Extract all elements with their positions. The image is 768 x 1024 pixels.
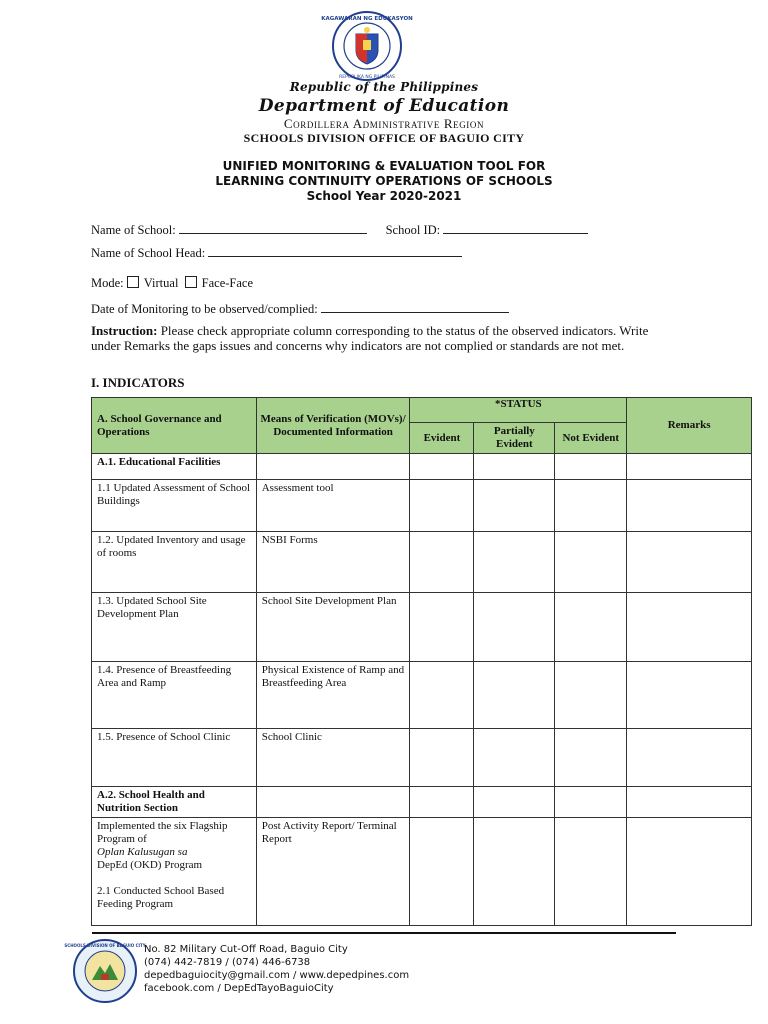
division-seal-text: SCHOOLS DIVISION OF BAGUIO CITY	[64, 943, 146, 948]
table-row	[92, 532, 752, 593]
evident-cell[interactable]	[410, 818, 474, 926]
header-governance: A. School Governance and Operations	[92, 398, 257, 454]
division-heading: SCHOOLS DIVISION OFFICE OF BAGUIO CITY	[243, 131, 525, 145]
mode-row	[91, 276, 253, 291]
indicator-cell: 1.2. Updated Inventory and usage of rooms	[92, 532, 257, 593]
not-evident-cell[interactable]	[555, 818, 627, 926]
mov-cell: Assessment tool	[256, 480, 410, 532]
evident-cell[interactable]	[410, 729, 474, 787]
form-title-line-2: LEARNING CONTINUITY OPERATIONS OF SCHOOLS	[215, 174, 553, 188]
not-evident-cell[interactable]	[555, 729, 627, 787]
virtual-checkbox[interactable]	[127, 276, 139, 288]
okd-program-text: Implemented the six Flagship Program of	[97, 820, 228, 845]
header-remarks: Remarks	[627, 398, 752, 454]
form-title-line-1: UNIFIED MONITORING & EVALUATION TOOL FOR	[222, 159, 546, 173]
instruction-label: Instruction:	[91, 323, 158, 338]
region-heading: Cordillera Administrative Region	[283, 116, 485, 131]
remarks-cell[interactable]	[627, 454, 752, 480]
not-evident-cell[interactable]	[555, 454, 627, 480]
monitoring-date-label: Date of Monitoring to be observed/complied:	[91, 302, 318, 316]
seal-top-text: KAGAWARAN NG EDUKASYON	[321, 16, 413, 22]
table-row	[92, 480, 752, 532]
mov-cell	[256, 787, 410, 818]
table-row	[92, 593, 752, 662]
face-face-checkbox[interactable]	[185, 276, 197, 288]
partially-evident-cell[interactable]	[474, 729, 555, 787]
not-evident-cell[interactable]	[555, 662, 627, 729]
evident-cell[interactable]	[410, 787, 474, 818]
subsection-row-a2	[92, 787, 752, 818]
school-name-row	[91, 222, 588, 238]
remarks-cell[interactable]	[627, 593, 752, 662]
division-seal-logo	[64, 938, 146, 1004]
indicator-cell: 1.4. Presence of Breastfeeding Area and Ramp	[92, 662, 257, 729]
footer-phone: (074) 442-7819 / (074) 446-6738	[144, 957, 311, 968]
footer-facebook[interactable]: facebook.com / DepEdTayoBaguioCity	[144, 983, 334, 994]
instruction-text: Please check appropriate column corresponding to the status of the observed indicators. Write under Remarks the gaps issues and concerns why indicators are not complied or standards are not met.	[91, 323, 649, 353]
face-face-label: Face-Face	[201, 276, 254, 290]
table-row	[92, 729, 752, 787]
school-year: School Year 2020-2021	[306, 189, 462, 203]
remarks-cell[interactable]	[627, 532, 752, 593]
evident-cell[interactable]	[410, 532, 474, 593]
header-partially-evident: Partially Evident	[474, 423, 555, 454]
instruction-paragraph	[91, 323, 671, 353]
indicator-cell: 1.3. Updated School Site Development Plan	[92, 593, 257, 662]
virtual-label: Virtual	[143, 276, 179, 290]
okd-program-italic: Oplan Kalusugan sa	[97, 846, 188, 858]
mode-label: Mode:	[91, 276, 124, 290]
form-title	[0, 159, 768, 204]
partially-evident-cell[interactable]	[474, 454, 555, 480]
indicator-cell: 1.5. Presence of School Clinic	[92, 729, 257, 787]
department-heading: Department of Education	[258, 96, 510, 116]
indicators-table	[91, 397, 752, 926]
not-evident-cell[interactable]	[555, 532, 627, 593]
table-row	[92, 662, 752, 729]
not-evident-cell[interactable]	[555, 593, 627, 662]
remarks-cell[interactable]	[627, 818, 752, 926]
partially-evident-cell[interactable]	[474, 818, 555, 926]
deped-seal-logo	[321, 10, 413, 82]
header-status: *STATUS	[410, 398, 627, 423]
footer-address: No. 82 Military Cut-Off Road, Baguio City	[144, 944, 348, 955]
evident-cell[interactable]	[410, 593, 474, 662]
school-head-row	[91, 245, 462, 261]
header-evident: Evident	[410, 423, 474, 454]
remarks-cell[interactable]	[627, 480, 752, 532]
partially-evident-cell[interactable]	[474, 532, 555, 593]
partially-evident-cell[interactable]	[474, 480, 555, 532]
subsection-a2: A.2. School Health and Nutrition Section	[92, 787, 257, 818]
okd-program-name: DepEd (OKD) Program	[97, 859, 203, 871]
footer-contact	[144, 943, 409, 995]
indicator-cell: 1.1 Updated Assessment of School Buildings	[92, 480, 257, 532]
school-name-label: Name of School:	[91, 223, 176, 237]
subsection-row-a1	[92, 454, 752, 480]
remarks-cell[interactable]	[627, 662, 752, 729]
remarks-cell[interactable]	[627, 729, 752, 787]
school-name-field[interactable]	[179, 222, 367, 234]
header-not-evident: Not Evident	[555, 423, 627, 454]
footer-divider	[92, 932, 676, 934]
not-evident-cell[interactable]	[555, 787, 627, 818]
remarks-cell[interactable]	[627, 787, 752, 818]
subsection-a1: A.1. Educational Facilities	[92, 454, 257, 480]
mov-cell	[256, 454, 410, 480]
school-id-label: School ID:	[385, 223, 441, 237]
monitoring-date-row	[91, 301, 509, 317]
school-id-field[interactable]	[443, 222, 588, 234]
not-evident-cell[interactable]	[555, 480, 627, 532]
evident-cell[interactable]	[410, 454, 474, 480]
republic-heading: Republic of the Philippines	[289, 80, 479, 94]
mov-cell: NSBI Forms	[256, 532, 410, 593]
seal-bottom-text: REPUBLIKA NG PILIPINAS	[339, 75, 395, 80]
mov-cell: School Site Development Plan	[256, 593, 410, 662]
school-head-label: Name of School Head:	[91, 246, 206, 260]
mov-cell: Physical Existence of Ramp and Breastfeeding Area	[256, 662, 410, 729]
table-header-row	[92, 398, 752, 423]
table-row	[92, 818, 752, 926]
header-movs: Means of Verification (MOVs)/ Documented Information	[256, 398, 410, 454]
mov-cell: School Clinic	[256, 729, 410, 787]
footer-email-web[interactable]: depedbaguiocity@gmail.com / www.depedpines.com	[144, 970, 410, 981]
school-head-field[interactable]	[208, 245, 462, 257]
monitoring-date-field[interactable]	[321, 301, 509, 313]
section-title: I. INDICATORS	[91, 375, 185, 390]
feeding-program-text: 2.1 Conducted School Based Feeding Program	[97, 885, 225, 910]
evident-cell[interactable]	[410, 662, 474, 729]
evident-cell[interactable]	[410, 480, 474, 532]
indicator-cell	[92, 818, 257, 926]
partially-evident-cell[interactable]	[474, 662, 555, 729]
partially-evident-cell[interactable]	[474, 787, 555, 818]
mov-cell: Post Activity Report/ Terminal Report	[256, 818, 410, 926]
partially-evident-cell[interactable]	[474, 593, 555, 662]
